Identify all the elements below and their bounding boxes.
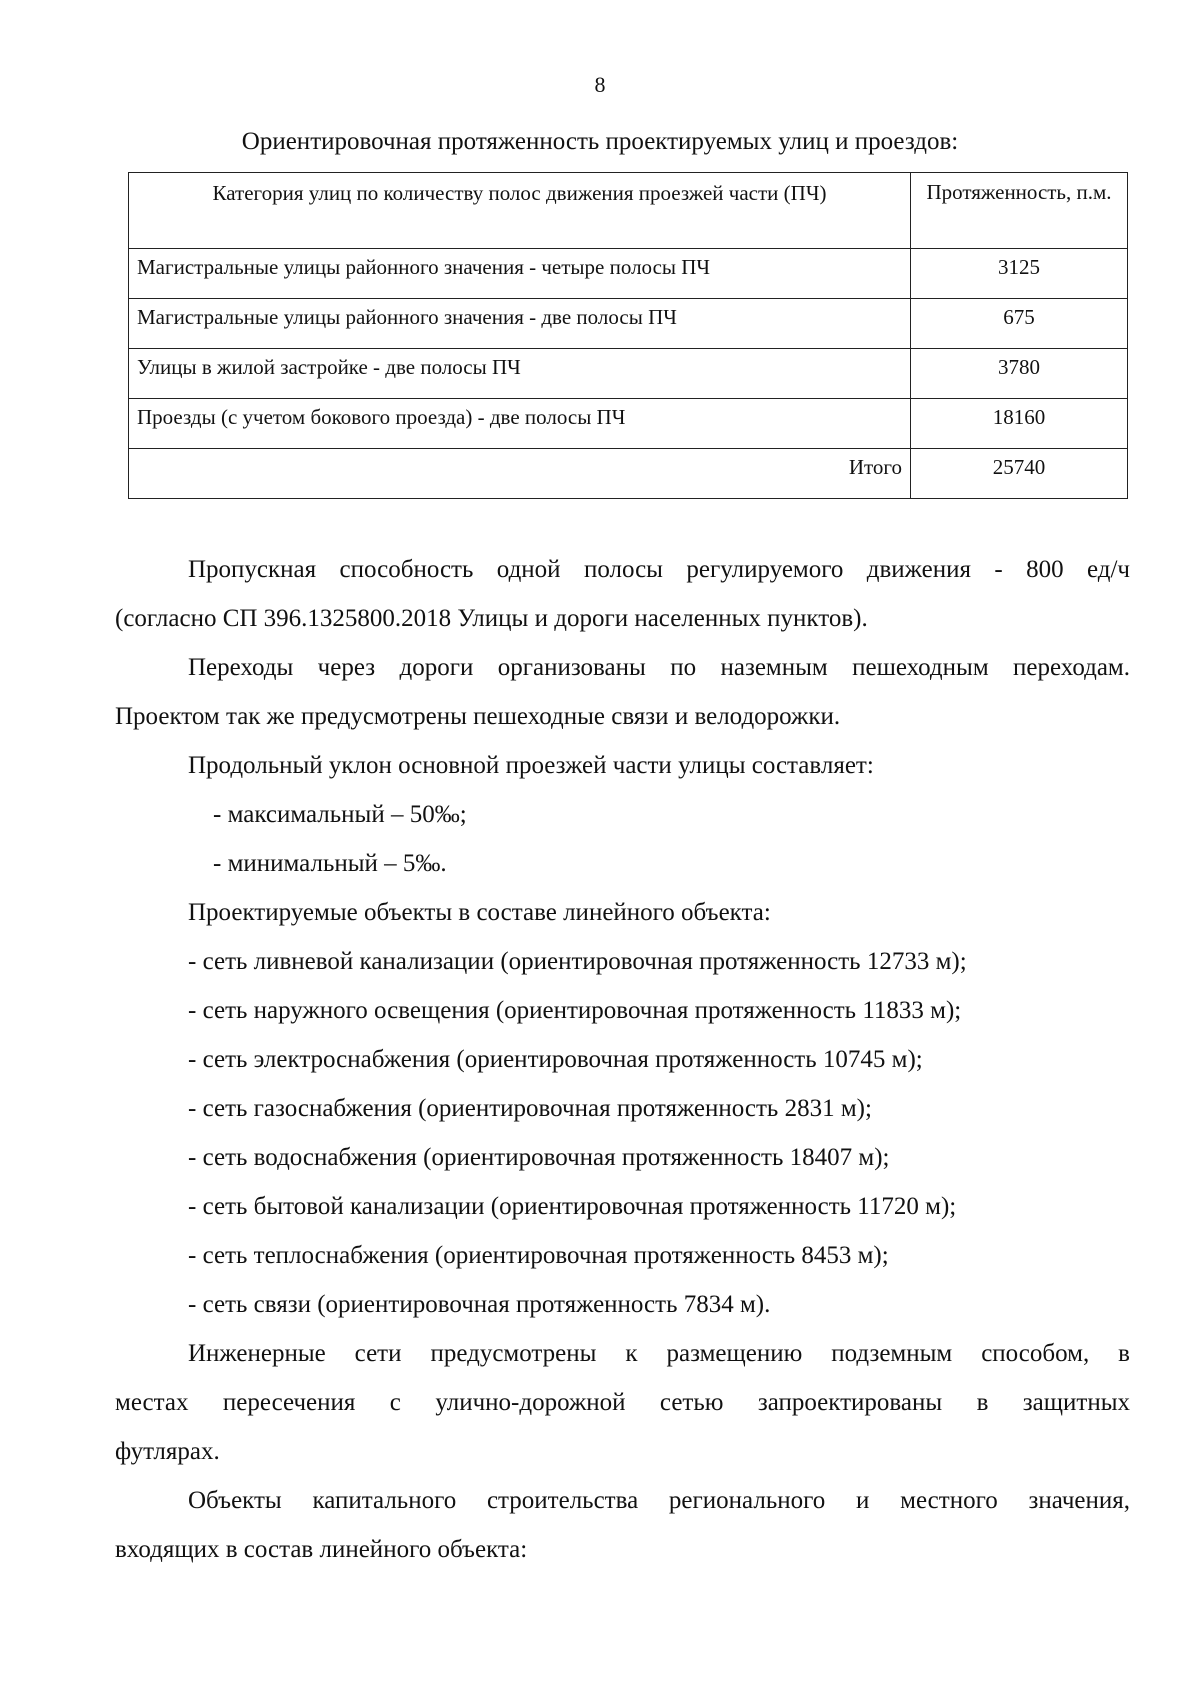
capital-paragraph-line: входящих в состав линейного объекта: bbox=[115, 1536, 528, 1563]
table-caption: Ориентировочная протяженность проектируемых улиц и проездов: bbox=[241, 128, 959, 155]
column-header-category: Категория улиц по количеству полос движения проезжей части (ПЧ) bbox=[129, 173, 911, 249]
engineering-paragraph-line: Инженерные сети предусмотрены к размещению подземным способом, в bbox=[188, 1340, 1130, 1367]
network-list-item: - сеть электроснабжения (ориентировочная протяженность 10745 м); bbox=[188, 1046, 923, 1073]
row-length: 675 bbox=[911, 299, 1128, 349]
page-number: 8 bbox=[594, 72, 606, 97]
row-category: Улицы в жилой застройке - две полосы ПЧ bbox=[129, 349, 911, 399]
network-list-item: - сеть связи (ориентировочная протяженность 7834 м). bbox=[188, 1291, 771, 1318]
crossings-paragraph-line: Проектом так же предусмотрены пешеходные связи и велодорожки. bbox=[115, 703, 841, 730]
table-row bbox=[129, 299, 1128, 349]
column-header-length: Протяженность, п.м. bbox=[911, 173, 1128, 249]
engineering-paragraph-line: местах пересечения с улично-дорожной сетью запроектированы в защитных bbox=[115, 1389, 1130, 1416]
table-header-row bbox=[129, 173, 1128, 249]
slope-intro: Продольный уклон основной проезжей части улицы составляет: bbox=[188, 752, 874, 779]
slope-min-item: - минимальный – 5‰. bbox=[213, 850, 447, 877]
total-label: Итого bbox=[129, 449, 911, 499]
network-list-item: - сеть бытовой канализации (ориентировочная протяженность 11720 м); bbox=[188, 1193, 957, 1220]
capital-paragraph-line: Объекты капитального строительства регионального и местного значения, bbox=[188, 1487, 1130, 1514]
capacity-paragraph-line: (согласно СП 396.1325800.2018 Улицы и дороги населенных пунктов). bbox=[115, 605, 868, 632]
objects-intro: Проектируемые объекты в составе линейного объекта: bbox=[188, 899, 771, 926]
crossings-paragraph-line: Переходы через дороги организованы по наземным пешеходным переходам. bbox=[188, 654, 1130, 681]
network-list-item: - сеть водоснабжения (ориентировочная протяженность 18407 м); bbox=[188, 1144, 890, 1171]
engineering-paragraph-line: футлярах. bbox=[115, 1438, 220, 1465]
total-value: 25740 bbox=[911, 449, 1128, 499]
network-list-item: - сеть газоснабжения (ориентировочная протяженность 2831 м); bbox=[188, 1095, 872, 1122]
body-text bbox=[115, 545, 1130, 1574]
row-length: 3780 bbox=[911, 349, 1128, 399]
network-list-item: - сеть наружного освещения (ориентировочная протяженность 11833 м); bbox=[188, 997, 962, 1024]
row-category: Магистральные улицы районного значения - две полосы ПЧ bbox=[129, 299, 911, 349]
table-row bbox=[129, 399, 1128, 449]
capacity-paragraph-line: Пропускная способность одной полосы регулируемого движения - 800 ед/ч bbox=[188, 556, 1130, 583]
row-category: Магистральные улицы районного значения - четыре полосы ПЧ bbox=[129, 249, 911, 299]
street-length-table bbox=[128, 172, 1128, 499]
table-total-row bbox=[129, 449, 1128, 499]
network-list-item: - сеть ливневой канализации (ориентировочная протяженность 12733 м); bbox=[188, 948, 967, 975]
row-length: 3125 bbox=[911, 249, 1128, 299]
row-category: Проезды (с учетом бокового проезда) - две полосы ПЧ bbox=[129, 399, 911, 449]
slope-max-item: - максимальный – 50‰; bbox=[213, 801, 467, 828]
row-length: 18160 bbox=[911, 399, 1128, 449]
network-list-item: - сеть теплоснабжения (ориентировочная протяженность 8453 м); bbox=[188, 1242, 889, 1269]
table-row bbox=[129, 249, 1128, 299]
table-row bbox=[129, 349, 1128, 399]
